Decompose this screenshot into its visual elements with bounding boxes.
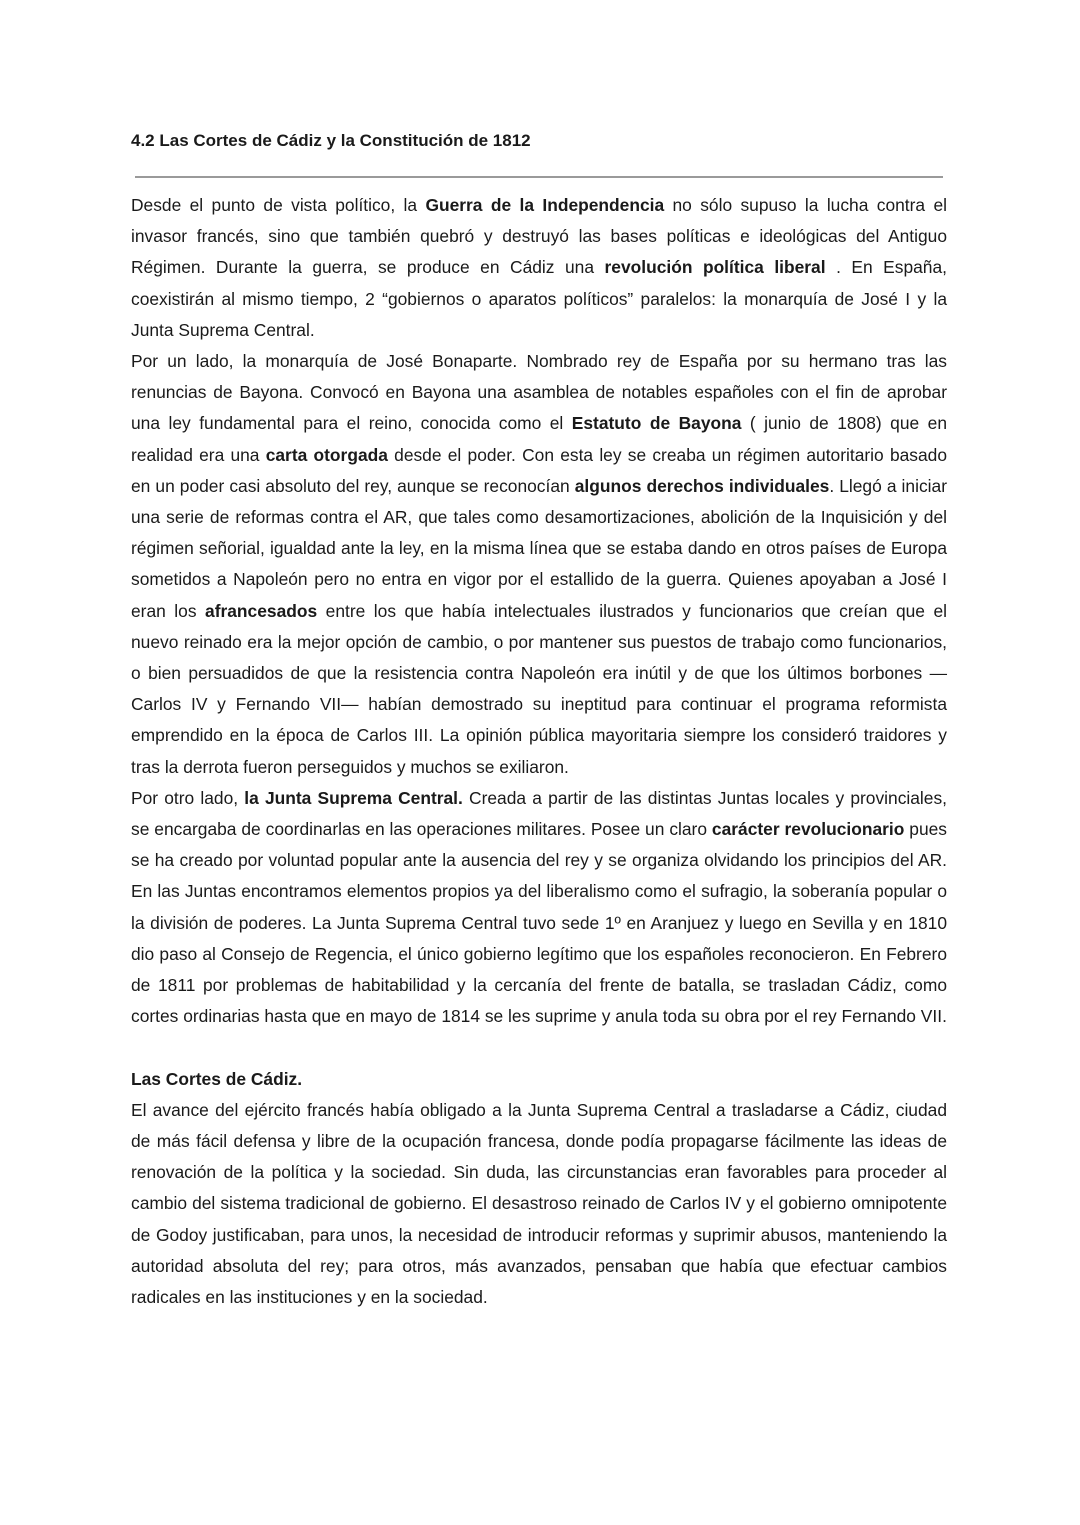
paragraph-cortes-cadiz: El avance del ejército francés había obligado a la Junta Suprema Central a trasladarse a Cádiz, ciudad de más fácil defensa y libre de la ocupación francesa, donde podía propagarse fácilmente las ideas de renovación de la política y la sociedad. Sin duda, las circunstancias eran favorables para proceder al cambio del sistema tradicional de gobierno. El desastroso reinado de Carlos IV y el gobierno omnipotente de Godoy justificaban, para unos, la necesidad de introducir reformas y suprimir abusos, manteniendo la autoridad absoluta del rey; para otros, más avanzados, pensaban que había que efectuar cambios radicales en las instituciones y en la sociedad.: [131, 1099, 947, 1308]
bold-term: afrancesados: [205, 600, 318, 621]
text-run: Por un lado, la monarquía de José Bonaparte. Nombrado rey de España por su hermano tras las renuncias de Bayona. Convocó en Bayona una asamblea de notables españoles con el fin de aprobar una ley fundamental para el reino, conocida como el: [131, 351, 947, 434]
text-run: ( junio de 1808) que en realidad era una: [131, 413, 947, 465]
page-title: 4.2 Las Cortes de Cádiz y la Constitución de 1812: [131, 131, 531, 150]
text-run: pues se ha creado por voluntad popular ante la ausencia del rey y se organiza olvidando los principios del AR. En las Juntas encontramos elementos propios ya del liberalismo como el sufragio, la soberanía popular o la división de poderes. La Junta Suprema Central tuvo sede 1º en Aranjuez y luego en Sevilla y en 1810 dio paso al Consejo de Regencia, el único gobierno legítimo que los españoles reconocieron. En Febrero de 1811 por problemas de habitabilidad y la cercanía del frente de batalla, se trasladan Cádiz, como cortes ordinarias hasta que en mayo de 1814 se les suprime y anula toda su obra por el rey Fernando VII.: [131, 819, 947, 1027]
bold-term: Estatuto de Bayona: [571, 413, 742, 434]
blank-line: [131, 1032, 947, 1063]
text-run: entre los que había intelectuales ilustrados y funcionarios que creían que el nuevo reinado era la mejor opción de cambio, o por mantener sus puestos de trabajo como funcionarios, o bien persuadidos de que la resistencia contra Napoleón era inútil y de que los últimos borbones —Carlos IV y Fernando VII— habían demostrado su ineptitud para continuar el programa reformista emprendido en la época de Carlos III. La opinión pública mayoritaria siempre los consideró traidores y tras la derrota fueron perseguidos y muchos se exiliaron.: [131, 600, 947, 777]
bold-term: la Junta Suprema Central.: [244, 787, 463, 808]
document-page: [131, 128, 947, 1313]
paragraph-junta-suprema: [131, 783, 947, 1033]
text-run: desde el poder. Con esta ley se creaba un régimen autoritario basado en un poder casi absoluto del rey, aunque se reconocían: [131, 444, 947, 496]
text-run: Desde el punto de vista político, la: [131, 195, 426, 215]
text-run: no sólo supuso la lucha contra el invasor francés, sino que también quebró y destruyó las bases políticas e ideológicas del Antiguo Régimen. Durante la guerra, se produce en Cádiz una: [131, 195, 947, 278]
bold-term: carta otorgada: [265, 444, 388, 465]
text-run: Por otro lado,: [131, 787, 245, 808]
title-divider: [135, 176, 943, 178]
bold-term: revolución política liberal: [604, 257, 826, 278]
text-run: . Llegó a iniciar una serie de reformas contra el AR, que tales como desamortizaciones, abolición de la Inquisición y del régimen señorial, igualdad ante la ley, en la misma línea que se estaba dando en otros países de Europa sometidos a Napoleón pero no entra en vigor por el estallido de la guerra. Quienes apoyaban a José I eran los: [131, 475, 947, 621]
text-run: Creada a partir de las distintas Juntas locales y provinciales, se encargaba de coordinarlas en las operaciones militares. Posee un claro: [131, 787, 947, 840]
bold-term: Guerra de la Independencia: [425, 195, 665, 215]
section-subheading: Las Cortes de Cádiz.: [131, 1068, 303, 1089]
body-text: [131, 190, 947, 1313]
bold-term: algunos derechos individuales: [574, 475, 830, 496]
paragraph-jose-bonaparte: [131, 346, 947, 783]
text-run: . En España, coexistirán al mismo tiempo, 2 “gobiernos o aparatos políticos” paralelos: la monarquía de José I y la Junta Suprema Central.: [131, 257, 947, 340]
paragraph-intro: [131, 190, 947, 346]
bold-term: carácter revolucionario: [711, 819, 905, 840]
